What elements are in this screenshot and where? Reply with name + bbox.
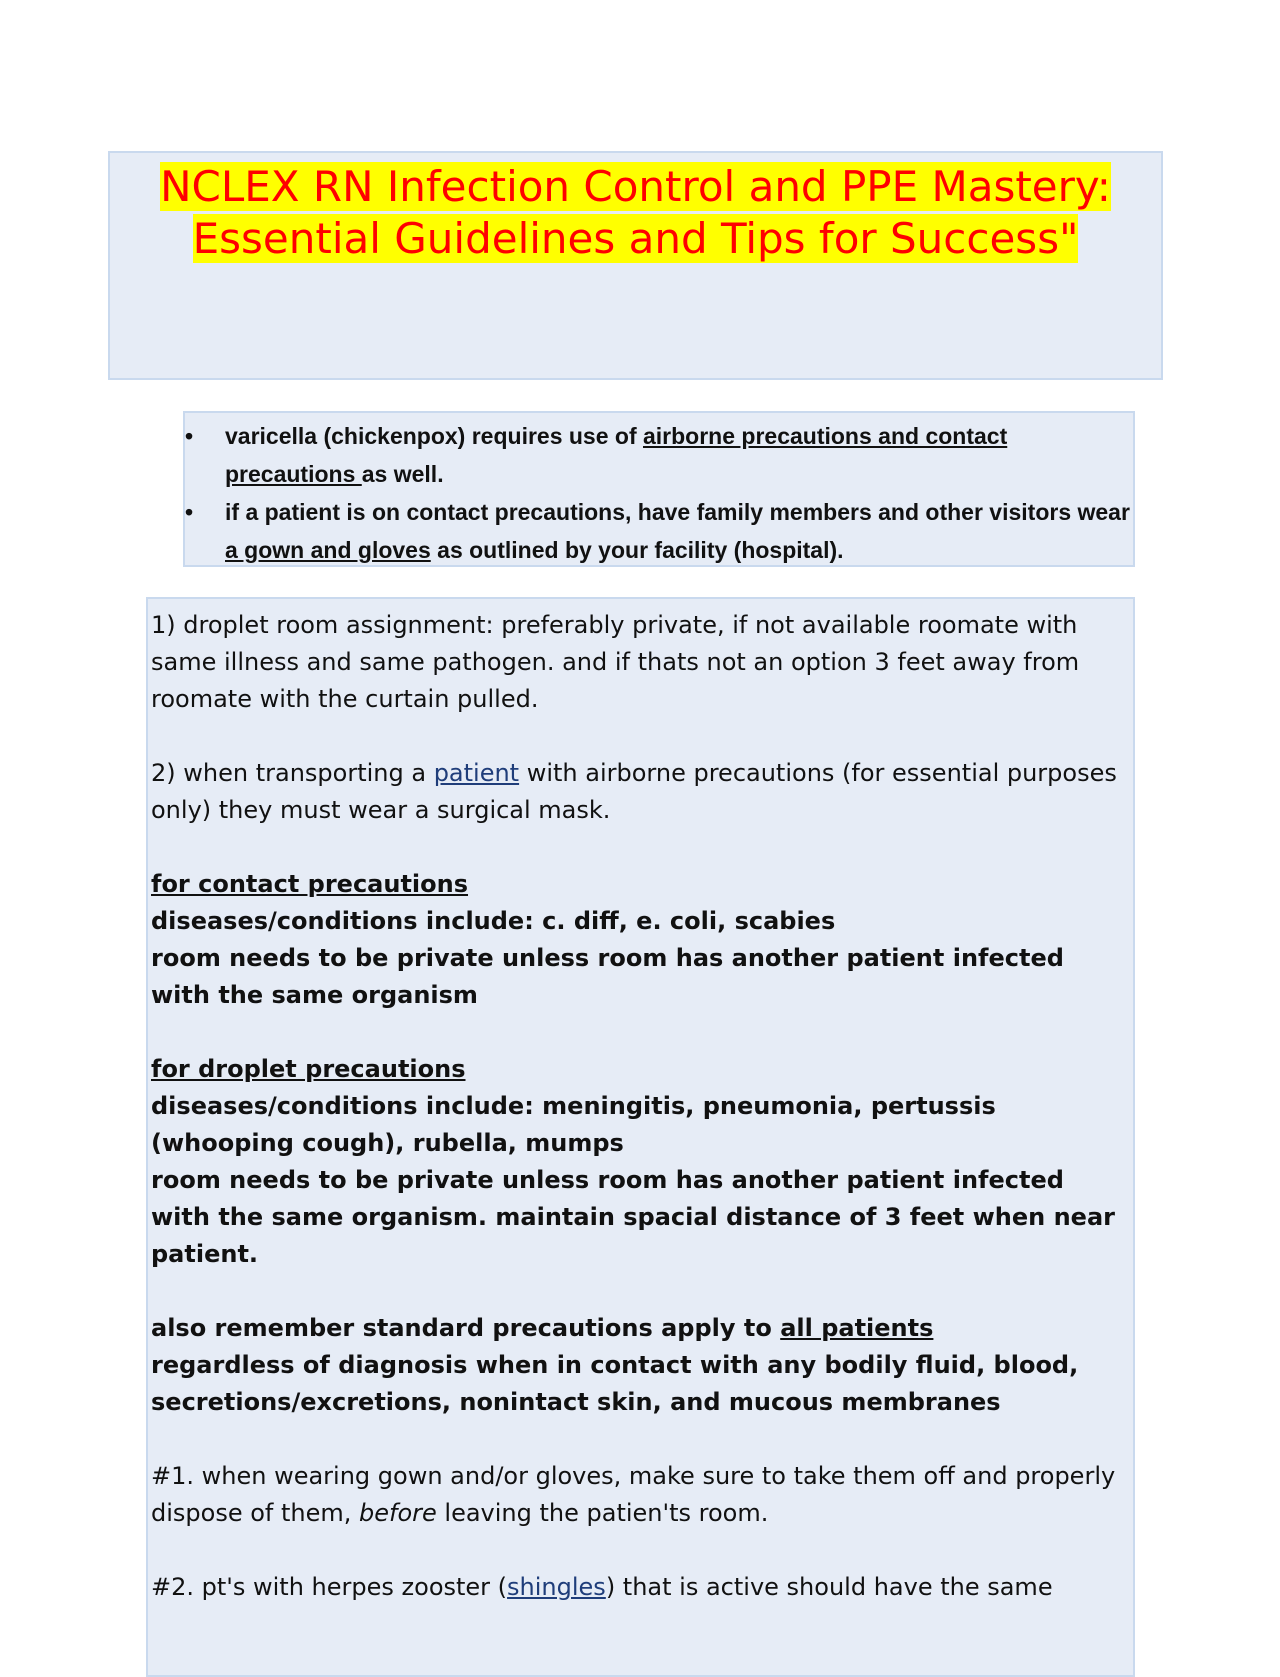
shingles-link[interactable]: shingles [507,1573,606,1601]
main-content-box [146,597,1135,1677]
all-patients-emphasis: all patients [780,1314,934,1342]
list-item [185,417,1133,493]
droplet-heading: for droplet precautions [151,1055,466,1083]
bullet-text: as well. [361,461,444,487]
list-item [185,493,1133,569]
bullet-text: varicella (chickenpox) requires use of [225,423,643,449]
contact-room: room needs to be private unless room has another patient infected with the same organism [151,944,1064,1009]
section-contact-precautions [151,866,1129,1014]
droplet-room: room needs to be private unless room has another patient infected with the same organism. maintain spacial distance of 3 feet when near patient. [151,1166,1115,1268]
before-emphasis: before [359,1499,437,1527]
paragraph-droplet-room: 1) droplet room assignment: preferably private, if not available roomate with same illness and same pathogen. and if thats not an option 3 feet away from roomate with the curtain pulled. [151,611,1080,713]
bullet-emphasis: a gown and gloves [225,537,431,563]
title-box [108,151,1163,380]
bullet-box [183,411,1135,567]
section-standard-precautions: also remember standard precautions apply to all patients regardless of diagnosis when in contact with any bodily fluid, blood, secretions/excretions, nonintact skin, and mucous membranes [151,1314,1079,1416]
document-title [110,161,1161,265]
bullet-icon: • [185,423,194,449]
patient-link[interactable]: patient [433,759,520,787]
bullet-text: if a patient is on contact precautions, have family members and other visitors wear [225,499,1130,525]
contact-diseases: diseases/conditions include: c. diff, e. coli, scabies [151,907,836,935]
paragraph-transport: 2) when transporting a patient with airborne precautions (for essential purposes only) they must wear a surgical mask. [151,759,1117,824]
tip-2: #2. pt's with herpes zooster (shingles) that is active should have the same [151,1573,1053,1601]
droplet-diseases: diseases/conditions include: meningitis, pneumonia, pertussis (whooping cough), rubella, mumps [151,1092,996,1157]
bullet-emphasis: airborne precautions and contact precautions [225,423,1008,487]
contact-heading: for contact precautions [151,870,469,898]
title-line-2: Essential Guidelines and Tips for Success" [192,214,1079,263]
bullet-text: as outlined by your facility (hospital). [430,537,844,563]
title-line-1: NCLEX RN Infection Control and PPE Mastery: [160,162,1111,211]
tip-1: #1. when wearing gown and/or gloves, make sure to take them off and properly dispose of them, before leaving the patien'ts room. [151,1462,1116,1527]
bullet-list [185,413,1133,569]
section-droplet-precautions [151,1051,1129,1273]
bullet-icon: • [185,499,194,525]
